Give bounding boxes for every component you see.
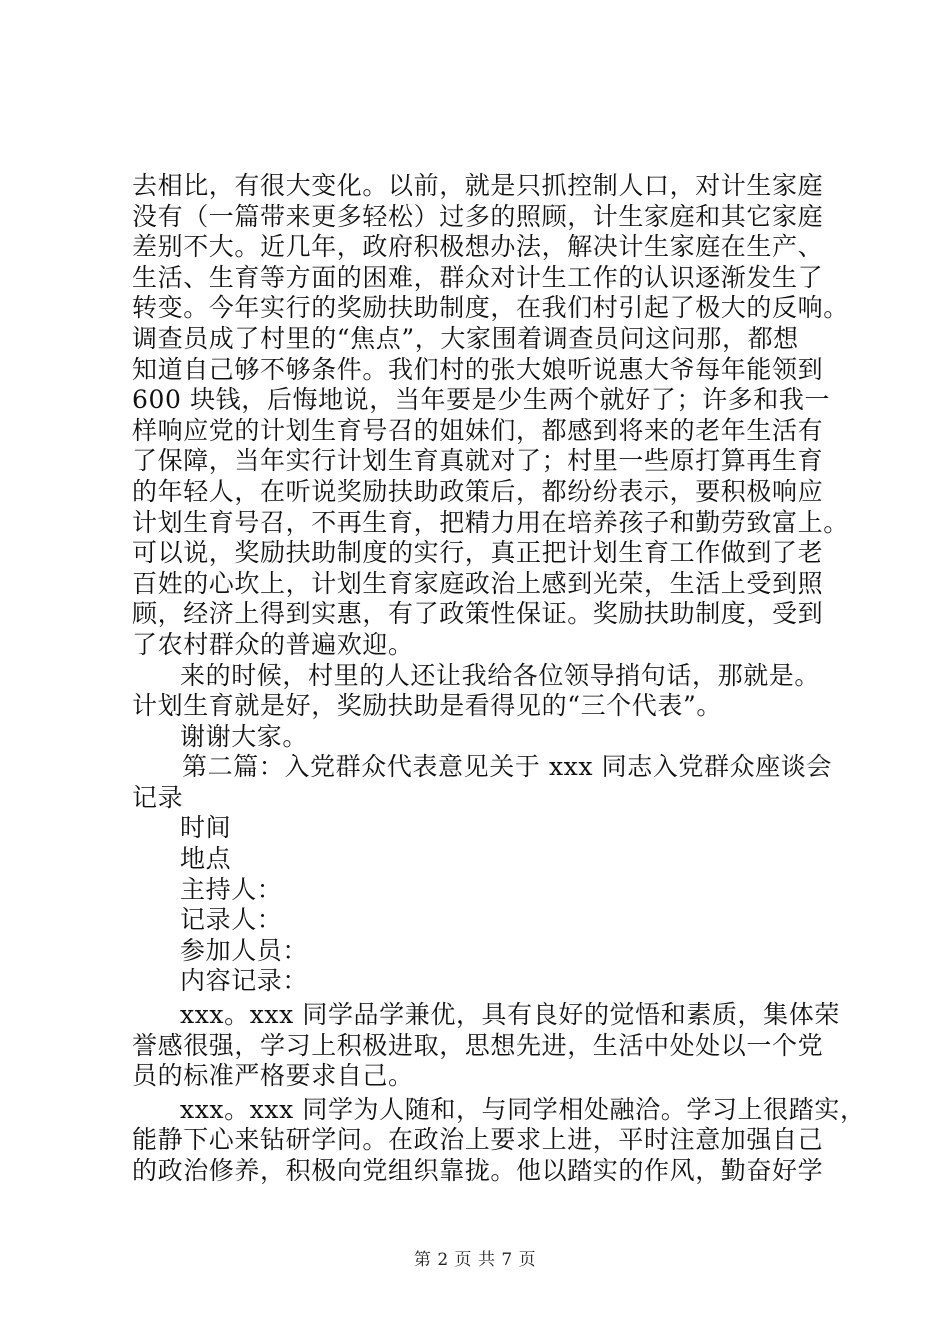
text-line: 顾，经济上得到实惠，有了政策性保证。奖励扶助制度，受到 [132, 599, 824, 629]
text-line: 差别不大。近几年，政府积极想办法，解决计生家庭在生产、 [132, 232, 824, 262]
text-line: xxx。xxx 同学为人随和，与同学相处融洽。学习上很踏实， [180, 1094, 866, 1124]
text-line: 知道自己够不够条件。我们村的张大娘听说惠大爷每年能领到 [132, 354, 824, 384]
field-label-recorder: 记录人： [180, 905, 283, 935]
page-number-footer: 第 2 页 共 7 页 [413, 1250, 537, 1270]
text-line: 600 块钱，后悔地说，当年要是少生两个就好了；许多和我一 [132, 385, 831, 415]
field-label-participants: 参加人员： [180, 935, 309, 965]
text-line: xxx。xxx 同学品学兼优，具有良好的觉悟和素质，集体荣 [180, 1000, 840, 1030]
field-label-location: 地点 [180, 844, 232, 874]
field-label-time: 时间 [180, 813, 232, 843]
text-line: 去相比，有很大变化。以前，就是只抓控制人口，对计生家庭 [132, 171, 824, 200]
text-line: 了农村群众的普遍欢迎。 [132, 629, 414, 659]
field-label-host: 主持人： [180, 874, 283, 904]
text-line: 了保障，当年实行计划生育真就对了；村里一些原打算再生育 [132, 446, 824, 476]
text-line: 样响应党的计划生育号召的姐妹们，都感到将来的老年生活有 [132, 415, 824, 445]
text-line: 的年轻人，在听说奖励扶助政策后，都纷纷表示，要积极响应 [132, 476, 824, 506]
text-line: 转变。今年实行的奖励扶助制度，在我们村引起了极大的反响。 [132, 293, 849, 323]
text-line: 谢谢大家。 [180, 721, 309, 751]
text-line: 能静下心来钻研学问。在政治上要求上进，平时注意加强自己 [132, 1125, 824, 1155]
text-line: 计划生育就是好，奖励扶助是看得见的“三个代表”。 [132, 691, 722, 721]
text-line: 没有（一篇带来更多轻松）过多的照顾，计生家庭和其它家庭 [132, 201, 824, 231]
text-line: 的政治修养，积极向党组织靠拢。他以踏实的作风，勤奋好学 [132, 1156, 824, 1185]
text-line: 生活、生育等方面的困难，群众对计生工作的认识逐渐发生了 [132, 262, 824, 292]
text-line: 可以说，奖励扶助制度的实行，真正把计划生育工作做到了老 [132, 538, 824, 568]
text-line: 来的时候，村里的人还让我给各位领导捎句话，那就是。 [180, 660, 821, 690]
text-line: 调查员成了村里的“焦点”，大家围着调查员问这问那，都想 [132, 323, 799, 353]
section-heading: 第二篇：入党群众代表意见关于 xxx 同志入党群众座谈会 [182, 752, 832, 782]
text-line: 员的标准严格要求自己。 [132, 1061, 414, 1091]
text-line: 誉感很强，学习上积极进取，思想先进，生活中处处以一个党 [132, 1030, 824, 1060]
section-heading-continued: 记录 [132, 782, 184, 812]
document-body [132, 171, 866, 1187]
text-line: 计划生育号召，不再生育，把精力用在培养孩子和勤劳致富上。 [132, 507, 849, 537]
text-line: 百姓的心坎上，计划生育家庭政治上感到光荣，生活上受到照 [132, 568, 824, 598]
field-label-content: 内容记录： [180, 966, 309, 996]
